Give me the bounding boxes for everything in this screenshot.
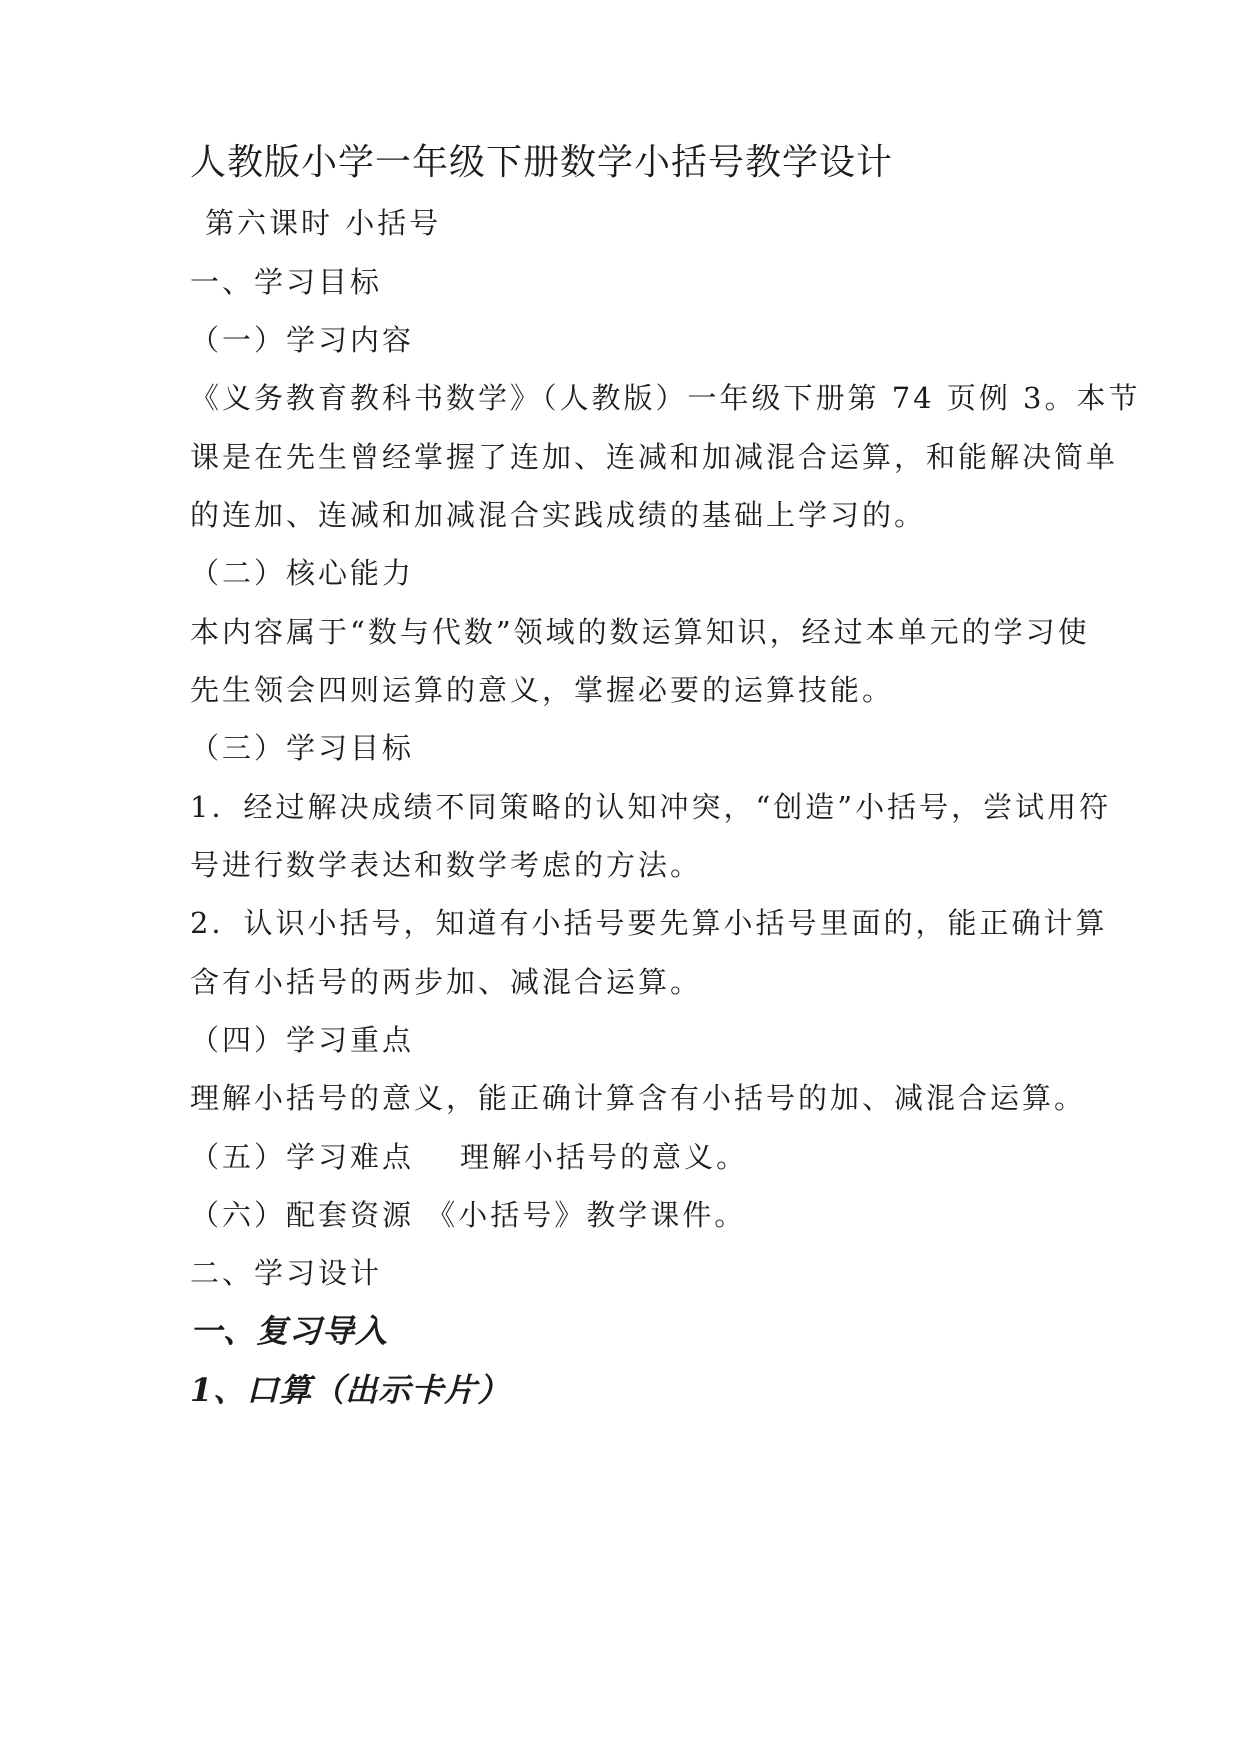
heading-review-intro: 一、复习导入 [190, 1312, 389, 1350]
paragraph-content-line-2: 课是在先生曾经掌握了连加、连减和加减混合运算，和能解决简单 [190, 440, 1119, 474]
objective-1-line-2: 号进行数学表达和数学考虑的方法。 [190, 848, 703, 882]
subheading-content: （一）学习内容 [190, 323, 415, 357]
objective-1-line-1: 1．经过解决成绩不同策略的认知冲突，“创造”小括号，尝试用符 [190, 790, 1112, 824]
objective-2-line-1: 2．认识小括号，知道有小括号要先算小括号里面的，能正确计算 [190, 906, 1108, 940]
subheading-core-ability: （二）核心能力 [190, 556, 415, 590]
lesson-subtitle: 第六课时 小括号 [205, 206, 442, 240]
subheading-resources: （六）配套资源 《小括号》教学课件。 [190, 1198, 747, 1232]
paragraph-ability-line-1: 本内容属于“数与代数”领域的数运算知识，经过本单元的学习使 [190, 615, 1090, 649]
paragraph-ability-line-2: 先生领会四则运算的意义，掌握必要的运算技能。 [190, 673, 895, 707]
paragraph-content-line-1: 《义务教育教科书数学》（人教版）一年级下册第 74 页例 3。本节 [190, 381, 1141, 415]
objective-2-line-2: 含有小括号的两步加、减混合运算。 [190, 965, 703, 999]
document-title: 人教版小学一年级下册数学小括号教学设计 [190, 142, 894, 183]
difficulty-text: 理解小括号的意义。 [460, 1140, 749, 1174]
heading-mental-math: 1、口算（出示卡片） [190, 1371, 511, 1409]
difficulty-row [190, 1137, 748, 1177]
section-heading-design: 二、学习设计 [190, 1256, 383, 1290]
paragraph-content-line-3: 的连加、连减和加减混合实践成绩的基础上学习的。 [190, 498, 927, 532]
section-heading-goals: 一、学习目标 [190, 265, 383, 299]
subheading-objectives: （三）学习目标 [190, 731, 415, 765]
subheading-difficulty: （五）学习难点 [190, 1140, 415, 1174]
subheading-key-points: （四）学习重点 [190, 1023, 415, 1057]
paragraph-key-points: 理解小括号的意义，能正确计算含有小括号的加、减混合运算。 [190, 1081, 1087, 1115]
